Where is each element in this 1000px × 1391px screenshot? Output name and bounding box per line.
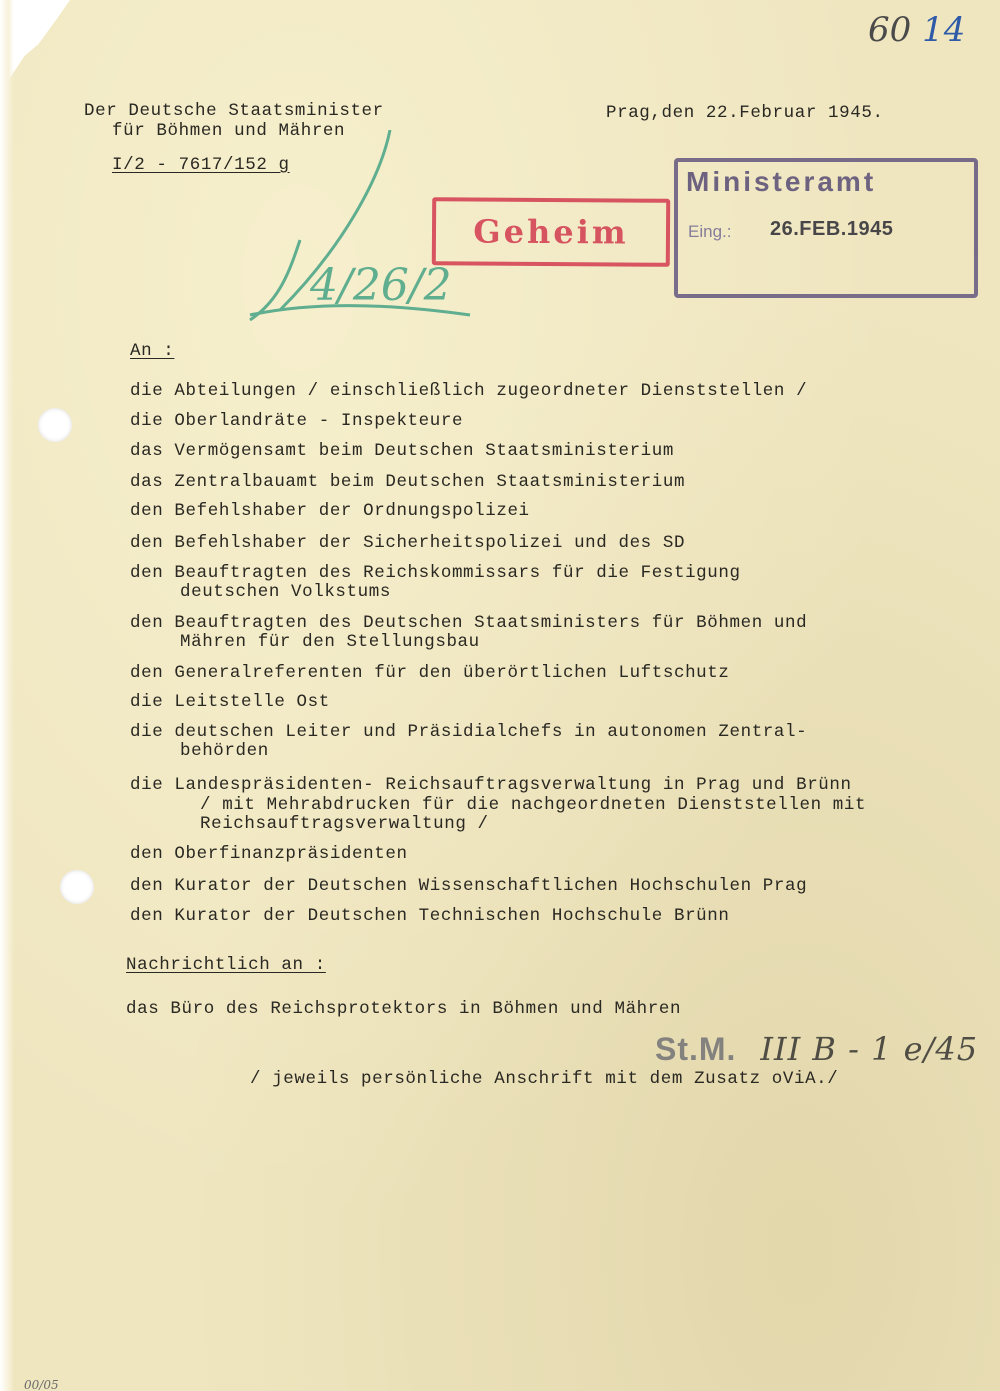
- reference-number: I/2 - 7617/152 g: [112, 155, 290, 175]
- recipient-line: den Beauftragten des Deutschen Staatsministers für Böhmen und: [130, 613, 808, 633]
- recipient-line: das Zentralbauamt beim Deutschen Staatsministerium: [130, 472, 686, 492]
- recipient-line-cont: behörden: [180, 741, 269, 761]
- punch-hole-top: [38, 408, 72, 442]
- recipient-line: den Kurator der Deutschen Wissenschaftlichen Hochschulen Prag: [130, 876, 808, 896]
- cc-recipient-line: das Büro des Reichsprotektors in Böhmen und Mähren: [126, 999, 682, 1019]
- recipient-line: den Befehlshaber der Ordnungspolizei: [130, 501, 530, 521]
- recipient-line: den Befehlshaber der Sicherheitspolizei und des SD: [130, 533, 686, 553]
- punch-hole-bottom: [60, 870, 94, 904]
- recipient-line-cont: Reichsauftragsverwaltung /: [200, 814, 489, 834]
- recipient-line-cont: deutschen Volkstums: [180, 582, 391, 602]
- recipient-line: den Kurator der Deutschen Technischen Hochschule Brünn: [130, 906, 730, 926]
- recipients-heading: An :: [130, 341, 175, 361]
- secret-stamp: [432, 197, 670, 267]
- page-number-alt: 14: [922, 10, 966, 50]
- received-label: Eing.:: [688, 222, 732, 241]
- recipient-line-cont: / mit Mehrabdrucken für die nachgeordneten Dienststellen mit: [200, 795, 867, 815]
- recipient-line: die Abteilungen / einschließlich zugeordneter Dienststellen /: [130, 381, 808, 401]
- sender-line-1: Der Deutsche Staatsminister: [84, 101, 384, 121]
- ministeramt-stamp: [674, 158, 978, 298]
- recipient-line: die Landespräsidenten- Reichsauftragsverwaltung in Prag und Brünn: [130, 775, 852, 795]
- page-number-main: 60: [868, 10, 912, 50]
- secret-stamp-text: Geheim: [473, 212, 629, 252]
- bottom-margin-note: 00/05: [24, 1378, 59, 1391]
- recipient-line: den Beauftragten des Reichskommissars für die Festigung: [130, 563, 741, 583]
- paper-edge: [0, 0, 14, 1391]
- received-date: 26.FEB.1945: [770, 218, 894, 240]
- recipient-line: den Oberfinanzpräsidenten: [130, 844, 408, 864]
- recipient-line: den Generalreferenten für den überörtlichen Luftschutz: [130, 663, 730, 683]
- recipient-line-cont: Mähren für den Stellungsbau: [180, 632, 480, 652]
- recipient-line: die deutschen Leiter und Präsidialchefs in autonomen Zentral-: [130, 722, 808, 742]
- file-stamp-code: St.M.: [655, 1031, 737, 1067]
- cc-heading: Nachrichtlich an :: [126, 955, 326, 975]
- place-date: Prag,den 22.Februar 1945.: [606, 103, 884, 123]
- ministeramt-title: Ministeramt: [686, 166, 877, 197]
- page-number: [868, 10, 965, 50]
- footnote: / jeweils persönliche Anschrift mit dem Zusatz oViA./: [250, 1069, 839, 1089]
- file-stamp-ref: III B - 1 e/45: [760, 1030, 979, 1068]
- recipient-line: die Leitstelle Ost: [130, 692, 330, 712]
- green-handwritten-text: 4/26/2: [310, 260, 452, 311]
- file-reference-stamp: [655, 1030, 978, 1068]
- recipient-line: die Oberlandräte - Inspekteure: [130, 411, 464, 431]
- sender-line-2: für Böhmen und Mähren: [112, 121, 346, 141]
- recipient-line: das Vermögensamt beim Deutschen Staatsministerium: [130, 441, 674, 461]
